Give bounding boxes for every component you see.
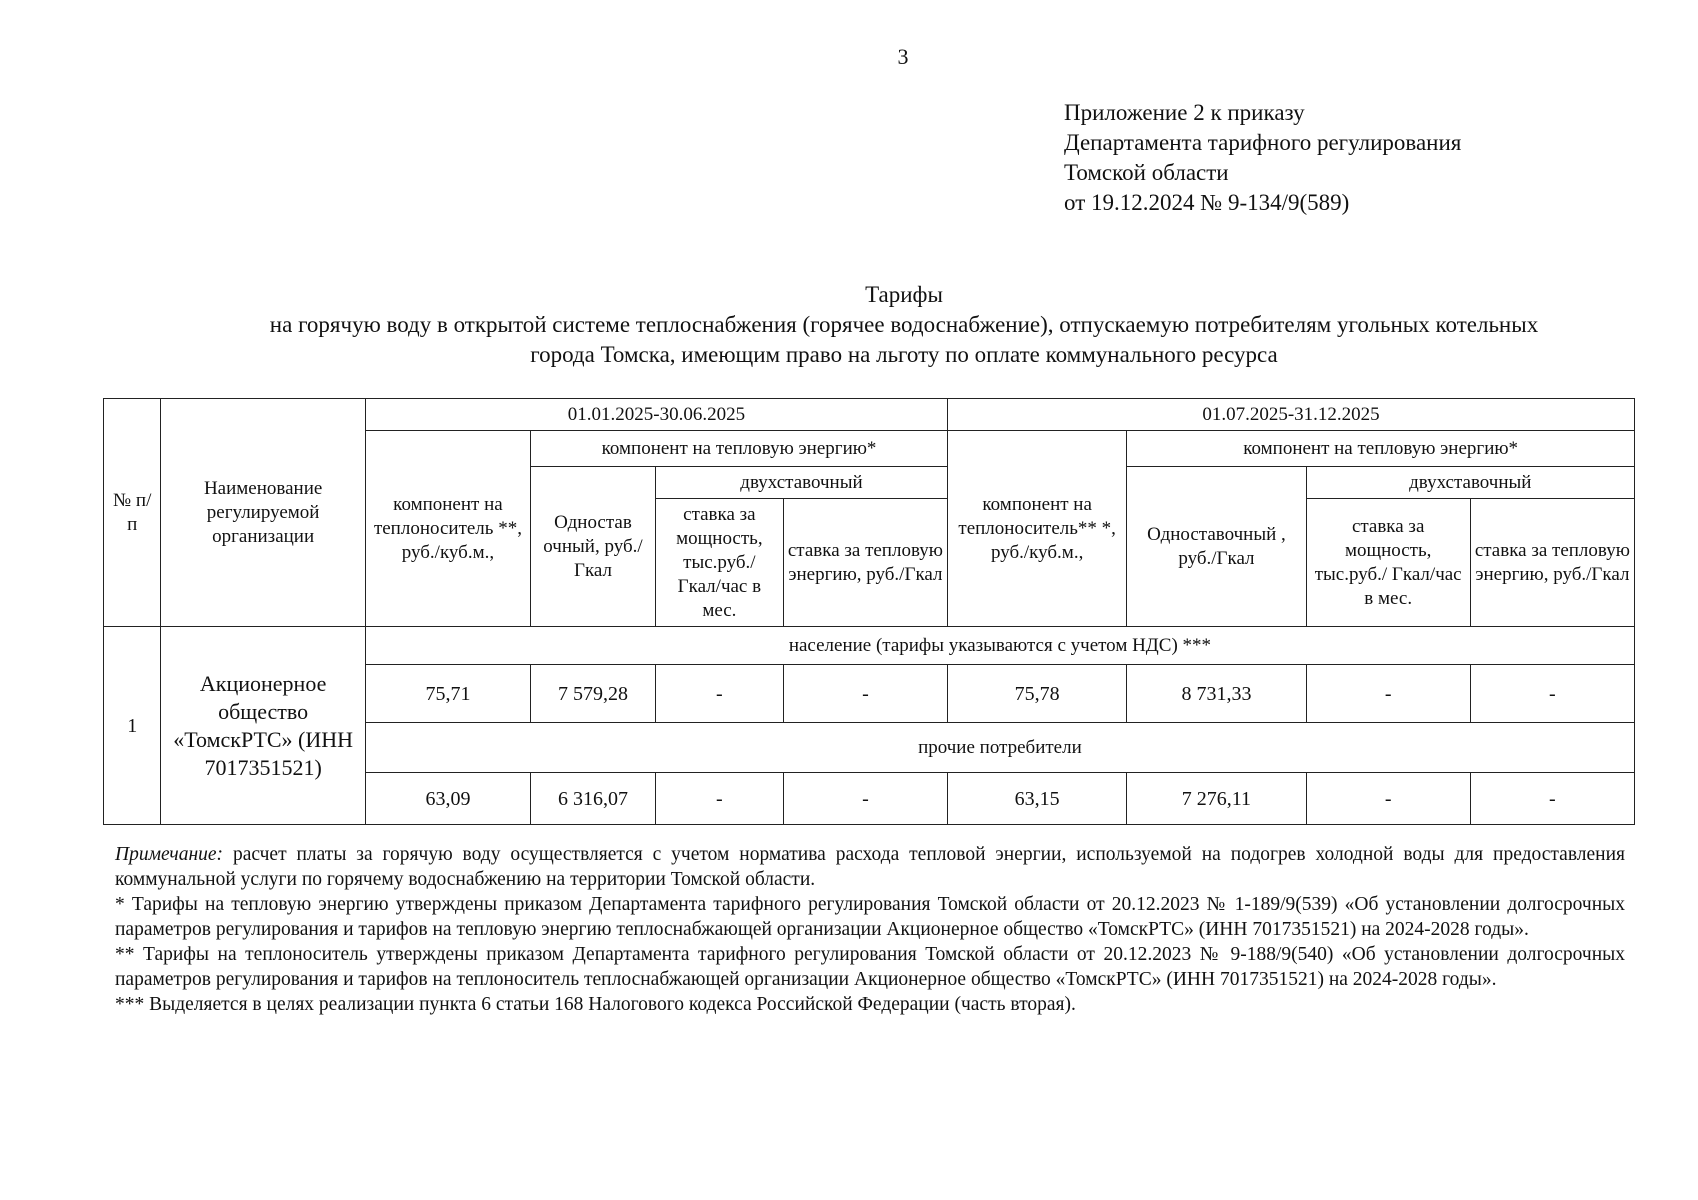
- header-org: Наименование регулируемой организации: [161, 399, 365, 627]
- header-num: № п/п: [104, 399, 161, 627]
- page-number: 3: [897, 44, 909, 69]
- row-num: 1: [104, 627, 161, 825]
- header-single-rate-p2: Одноставочный , руб./Гкал: [1127, 467, 1306, 627]
- population-carrier-p1: 75,71: [365, 665, 530, 723]
- other-single-rate-p1: 6 316,07: [531, 773, 656, 825]
- note-text: расчет платы за горячую воду осуществляется с учетом норматива расхода тепловой энергии, используемой на подогрев холодной воды для предоставления коммунальной услуги по горячему водоснабжению на территории Томской области.: [115, 844, 1625, 890]
- appendix-line-4: от 19.12.2024 № 9-134/9(589): [1064, 190, 1350, 215]
- header-heat-component-p2: компонент на тепловую энергию*: [1127, 431, 1635, 467]
- population-energy-rate-p1: -: [783, 665, 947, 723]
- notes-section: [115, 842, 1625, 1017]
- appendix-reference: [1064, 98, 1461, 218]
- header-capacity-rate-p2: ставка за мощность, тыс.руб./ Гкал/час в мес.: [1306, 499, 1470, 627]
- header-two-rate-p2: двухставочный: [1306, 467, 1634, 499]
- row-organization: Акционерное общество «ТомскРТС» (ИНН 7017351521): [161, 627, 365, 825]
- other-consumers-label: прочие потребители: [365, 723, 1634, 773]
- population-label: население (тарифы указываются с учетом НДС) ***: [365, 627, 1634, 665]
- appendix-line-2: Департамента тарифного регулирования: [1064, 130, 1462, 155]
- document-title: [104, 280, 1698, 370]
- title-line-1: на горячую воду в открытой системе теплоснабжения (горячее водоснабжение), отпускаемую потребителям угольных котельных: [269, 312, 1539, 337]
- footnote-2: ** Тарифы на теплоноситель утверждены приказом Департамента тарифного регулирования Томской области от 20.12.2023 № 9-188/9(540) «Об установлении долгосрочных параметров регулирования и тарифов на теплоноситель теплоснабжающей организации Акционерное общество «ТомскРТС» (ИНН 7017351521) на 2024-2028 годы».: [115, 944, 1625, 990]
- header-carrier-p2: компонент на теплоноситель** *, руб./куб.м.,: [948, 431, 1127, 627]
- note-paragraph: [115, 842, 1625, 892]
- tariffs-table: [103, 398, 1635, 825]
- other-single-rate-p2: 7 276,11: [1127, 773, 1306, 825]
- footnote-1: * Тарифы на тепловую энергию утверждены приказом Департамента тарифного регулирования Томской области от 20.12.2023 № 1-189/9(539) «Об установлении долгосрочных параметров регулирования и тарифов на тепловую энергию теплоснабжающей организации Акционерное общество «ТомскРТС» (ИНН 7017351521) на 2024-2028 годы».: [115, 894, 1625, 940]
- header-energy-rate-p2: ставка за тепловую энергию, руб./Гкал: [1470, 499, 1634, 627]
- other-energy-rate-p1: -: [783, 773, 947, 825]
- title-heading: Тарифы: [865, 282, 943, 307]
- header-capacity-rate-p1: ставка за мощность, тыс.руб./ Гкал/час в мес.: [655, 499, 783, 627]
- header-two-rate-p1: двухставочный: [655, 467, 947, 499]
- header-carrier-p1: компонент на теплоноситель **, руб./куб.м.,: [365, 431, 530, 627]
- population-single-rate-p2: 8 731,33: [1127, 665, 1306, 723]
- appendix-line-3: Томской области: [1064, 160, 1229, 185]
- header-period-1: 01.01.2025-30.06.2025: [365, 399, 947, 431]
- other-capacity-rate-p2: -: [1306, 773, 1470, 825]
- note-label: Примечание:: [115, 844, 224, 865]
- population-capacity-rate-p1: -: [655, 665, 783, 723]
- population-single-rate-p1: 7 579,28: [531, 665, 656, 723]
- header-single-rate-p1: Одностав очный, руб./Гкал: [531, 467, 656, 627]
- footnote-3: *** Выделяется в целях реализации пункта 6 статьи 168 Налогового кодекса Российской Федерации (часть вторая).: [115, 994, 1076, 1015]
- other-energy-rate-p2: -: [1470, 773, 1634, 825]
- population-capacity-rate-p2: -: [1306, 665, 1470, 723]
- appendix-line-1: Приложение 2 к приказу: [1064, 100, 1305, 125]
- header-energy-rate-p1: ставка за тепловую энергию, руб./Гкал: [783, 499, 947, 627]
- header-period-2: 01.07.2025-31.12.2025: [948, 399, 1635, 431]
- other-carrier-p2: 63,15: [948, 773, 1127, 825]
- header-heat-component-p1: компонент на тепловую энергию*: [531, 431, 948, 467]
- other-capacity-rate-p1: -: [655, 773, 783, 825]
- population-carrier-p2: 75,78: [948, 665, 1127, 723]
- other-carrier-p1: 63,09: [365, 773, 530, 825]
- title-line-2: города Томска, имеющим право на льготу по оплате коммунального ресурса: [530, 342, 1278, 367]
- population-energy-rate-p2: -: [1470, 665, 1634, 723]
